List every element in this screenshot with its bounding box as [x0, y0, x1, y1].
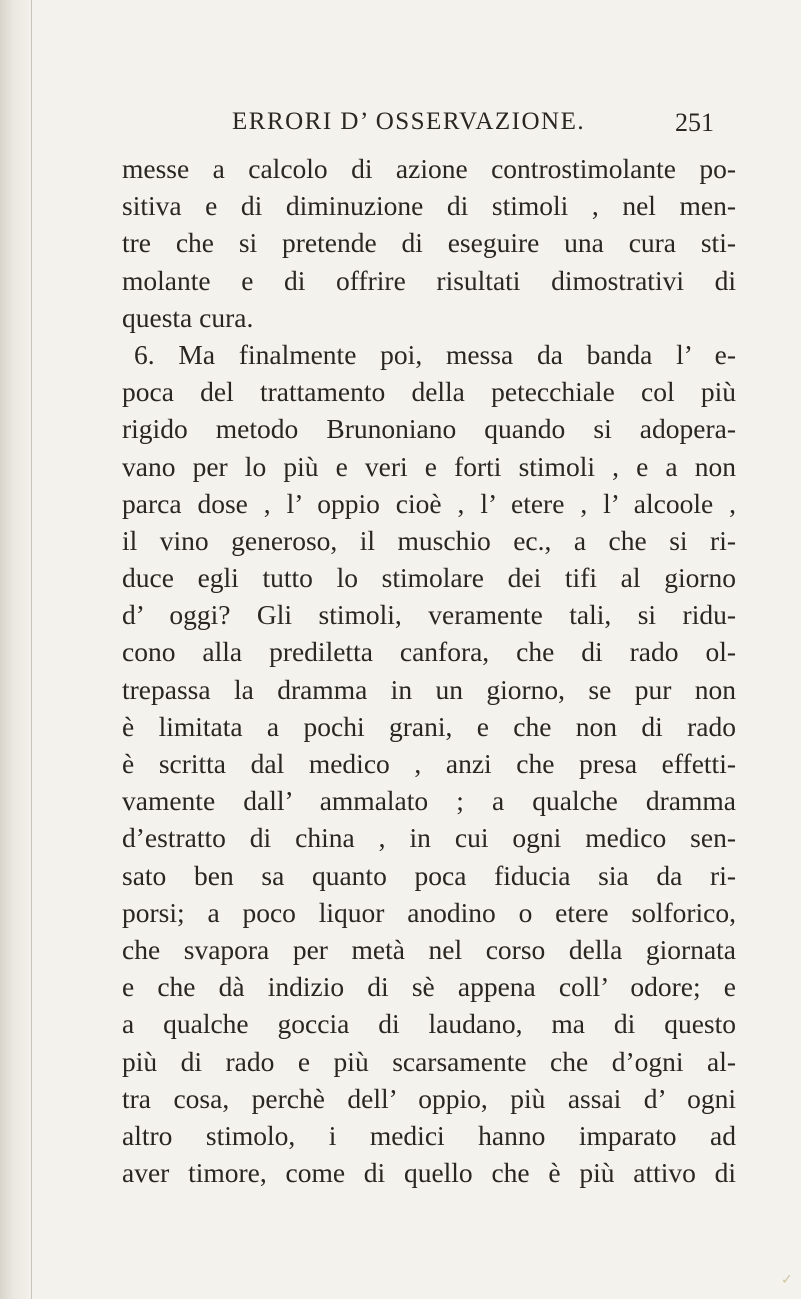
text-line: altro stimolo, i medici hanno imparato ad — [122, 1119, 736, 1151]
text-line: parca dose , l’ oppio cioè , l’ etere , l’ alcoole , — [122, 487, 736, 519]
text-line: il vino generoso, il muschio ec., a che si ri- — [122, 524, 736, 556]
binding-edge — [0, 0, 34, 1299]
running-head — [120, 108, 720, 140]
text-line: rigido metodo Brunoniano quando si adopera- — [122, 413, 736, 445]
text-line: d’ oggi? Gli stimoli, veramente tali, si ridu- — [122, 599, 736, 631]
corner-scan-mark: ✓ — [781, 1272, 793, 1288]
text-line: sitiva e di diminuzione di stimoli , nel men- — [122, 190, 736, 222]
text-line: 6. Ma finalmente poi, messa da banda l’ e- — [134, 338, 736, 370]
running-title: ERRORI D’ OSSERVAZIONE. — [232, 108, 586, 135]
text-line: vamente dall’ ammalato ; a qualche dramma — [122, 785, 736, 817]
text-line: tra cosa, perchè dell’ oppio, più assai d’ ogni — [122, 1082, 736, 1114]
text-line: a qualche goccia di laudano, ma di questo — [122, 1008, 736, 1040]
text-line: porsi; a poco liquor anodino o etere solforico, — [122, 896, 736, 928]
text-line: più di rado e più scarsamente che d’ogni al- — [122, 1045, 736, 1077]
text-line: poca del trattamento della petecchiale col più — [122, 376, 736, 408]
text-line: aver timore, come di quello che è più attivo di — [122, 1157, 736, 1189]
text-line: trepassa la dramma in un giorno, se pur non — [122, 673, 736, 705]
text-line: d’estratto di china , in cui ogni medico sen- — [122, 822, 736, 854]
text-line: messe a calcolo di azione controstimolante po- — [122, 153, 736, 184]
text-line: che svapora per metà nel corso della giornata — [122, 933, 736, 965]
binding-shadow-line — [31, 0, 32, 1299]
page-number: 251 — [675, 108, 714, 137]
text-line: duce egli tutto lo stimolare dei tifi al giorno — [122, 562, 736, 594]
text-line: sato ben sa quanto poca fiducia sia da ri- — [122, 859, 736, 891]
text-line: è scritta dal medico , anzi che presa effetti- — [122, 748, 736, 779]
text-line: questa cura. — [122, 301, 254, 333]
text-line: cono alla prediletta canfora, che di rado ol- — [122, 636, 736, 668]
text-line: vano per lo più e veri e forti stimoli , e a non — [122, 450, 736, 482]
text-line: e che dà indizio di sè appena coll’ odore; e — [122, 971, 736, 1003]
text-line: molante e di offrire risultati dimostrativi di — [122, 264, 736, 296]
text-line: tre che si pretende di eseguire una cura sti- — [122, 227, 736, 259]
text-line: è limitata a pochi grani, e che non di rado — [122, 710, 736, 742]
body-text — [122, 150, 736, 1191]
